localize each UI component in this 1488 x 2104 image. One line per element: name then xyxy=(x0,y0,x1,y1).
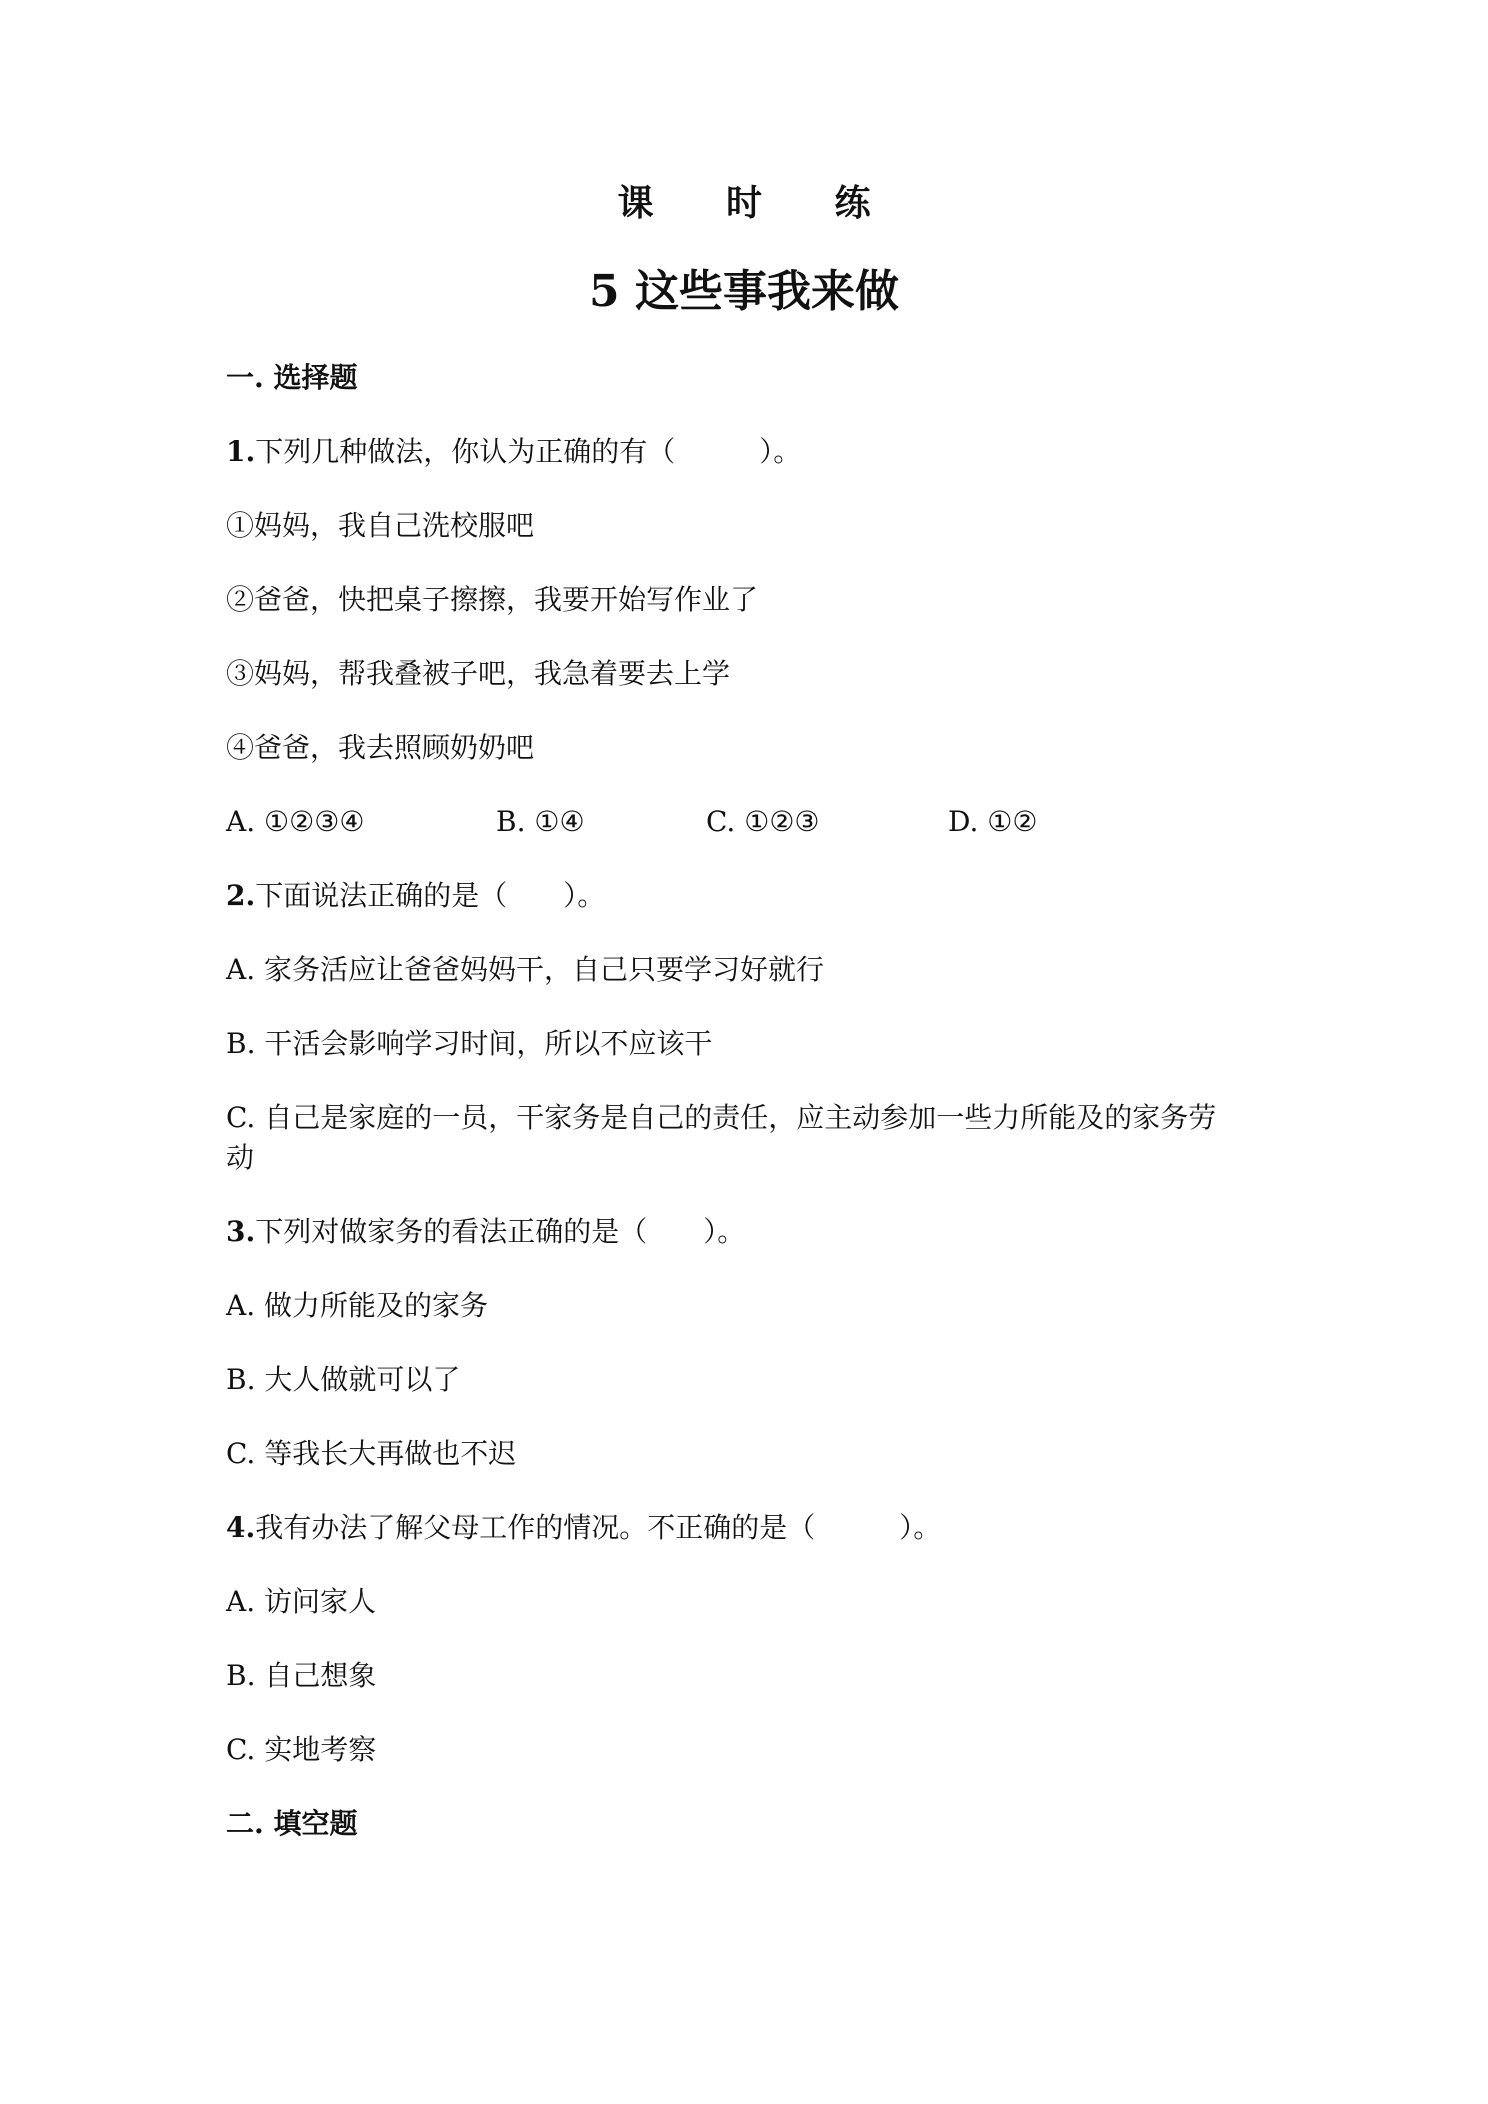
question-number: 4. xyxy=(226,1511,256,1544)
option-c: C. 自己是家庭的一员，干家务是自己的责任，应主动参加一些力所能及的家务劳 xyxy=(226,1101,1217,1134)
statement-3: ③妈妈，帮我叠被子吧，我急着要去上学 xyxy=(226,657,731,690)
option-b: B. 大人做就可以了 xyxy=(226,1363,461,1396)
option-b: B. 干活会影响学习时间，所以不应该干 xyxy=(226,1027,713,1060)
question-3 xyxy=(226,1212,745,1252)
question-number: 3. xyxy=(226,1215,256,1248)
section-heading-fill-blank: 二. 填空题 xyxy=(226,1807,358,1840)
question-stem: 我有办法了解父母工作的情况。不正确的是（ ）。 xyxy=(255,1511,942,1544)
statement-4: ④爸爸，我去照顾奶奶吧 xyxy=(226,731,535,764)
option-b: B. ①④ xyxy=(496,805,585,838)
question-stem: 下列对做家务的看法正确的是（ ）。 xyxy=(255,1215,746,1248)
option-a: A. ①②③④ xyxy=(226,805,365,838)
question-number: 2. xyxy=(226,879,256,912)
option-c: C. 等我长大再做也不迟 xyxy=(226,1437,517,1470)
question-2 xyxy=(226,876,605,916)
option-a: A. 访问家人 xyxy=(226,1585,377,1618)
section-heading-choice: 一. 选择题 xyxy=(226,361,358,394)
option-a: A. 做力所能及的家务 xyxy=(226,1289,489,1322)
question-4 xyxy=(226,1508,941,1548)
option-b: B. 自己想象 xyxy=(226,1659,377,1692)
question-number: 1. xyxy=(226,435,256,468)
document-title: 课 时 练 xyxy=(617,182,901,224)
option-c: C. ①②③ xyxy=(706,805,820,838)
question-stem: 下面说法正确的是（ ）。 xyxy=(255,879,606,912)
lesson-title: 5 这些事我来做 xyxy=(589,266,899,317)
option-c: C. 实地考察 xyxy=(226,1733,377,1766)
option-d: D. ①② xyxy=(948,805,1038,838)
option-c-continuation: 动 xyxy=(226,1141,255,1174)
statement-1: ①妈妈，我自己洗校服吧 xyxy=(226,509,535,542)
question-stem: 下列几种做法，你认为正确的有（ ）。 xyxy=(255,435,802,468)
statement-2: ②爸爸，快把桌子擦擦，我要开始写作业了 xyxy=(226,583,759,616)
question-1 xyxy=(226,432,801,472)
option-a: A. 家务活应让爸爸妈妈干，自己只要学习好就行 xyxy=(226,953,825,986)
